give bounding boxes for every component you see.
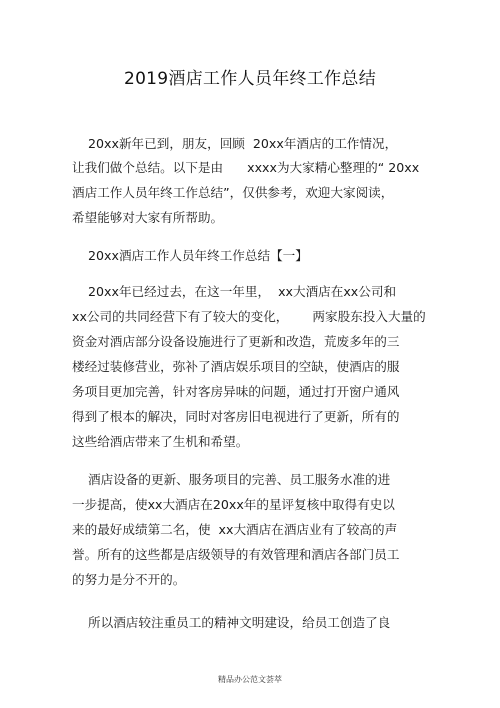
paragraph-3-line-6: 得到了根本的解决，同时对客房旧电视进行了更新，所有的 [72,409,400,424]
paragraph-4-line-3: 来的最好成绩第二名，使 xx大酒店在酒店业有了较高的声 [72,522,398,537]
page-footer: 精品办公范文荟萃 [218,675,282,684]
paragraph-3-line-1: 20xx年已经过去，在这一年里， xx大酒店在xx公司和 [72,284,397,299]
section-heading: 20xx酒店工作人员年终工作总结【一】 [72,248,308,263]
paragraph-4-line-5: 的努力是分不开的。 [72,572,186,587]
paragraph-3-line-5: 务项目更加完善，针对客房异味的问题，通过打开窗户通风 [72,384,400,399]
document-title: 2019酒店工作人员年终工作总结 [123,69,377,89]
paragraph-5-line-1: 所以酒店较注重员工的精神文明建设，给员工创造了良 [72,615,391,630]
paragraph-3-line-7: 这些给酒店带来了生机和希望。 [72,434,249,449]
paragraph-1-line-3: 酒店工作人员年终工作总结”，仅供参考，欢迎大家阅读， [72,185,394,200]
paragraph-1-line-1: 20xx新年已到，朋友，回顾 20xx年酒店的工作情况， [72,136,398,151]
paragraph-3-line-3: 资金对酒店部分设备设施进行了更新和改造，荒废多年的三 [72,334,400,349]
paragraph-1-line-2: 让我们做个总结。以下是由 xxxx为大家精心整理的“ 20xx [72,160,420,175]
paragraph-4-line-2: 一步提高，使xx大酒店在20xx年的星评复核中取得有史以 [72,497,395,512]
paragraph-3-line-2: xx公司的共同经营下有了较大的变化， 两家股东投入大量的 [72,309,426,324]
paragraph-1-line-4: 希望能够对大家有所帮助。 [72,210,224,225]
paragraph-4-line-1: 酒店设备的更新、服务项目的完善、员工服务水准的进 [72,472,391,487]
paragraph-3-line-4: 楼经过装修营业，弥补了酒店娱乐项目的空缺，使酒店的服 [72,359,400,374]
paragraph-4-line-4: 誉。所有的这些都是店级领导的有效管理和酒店各部门员工 [72,547,400,562]
